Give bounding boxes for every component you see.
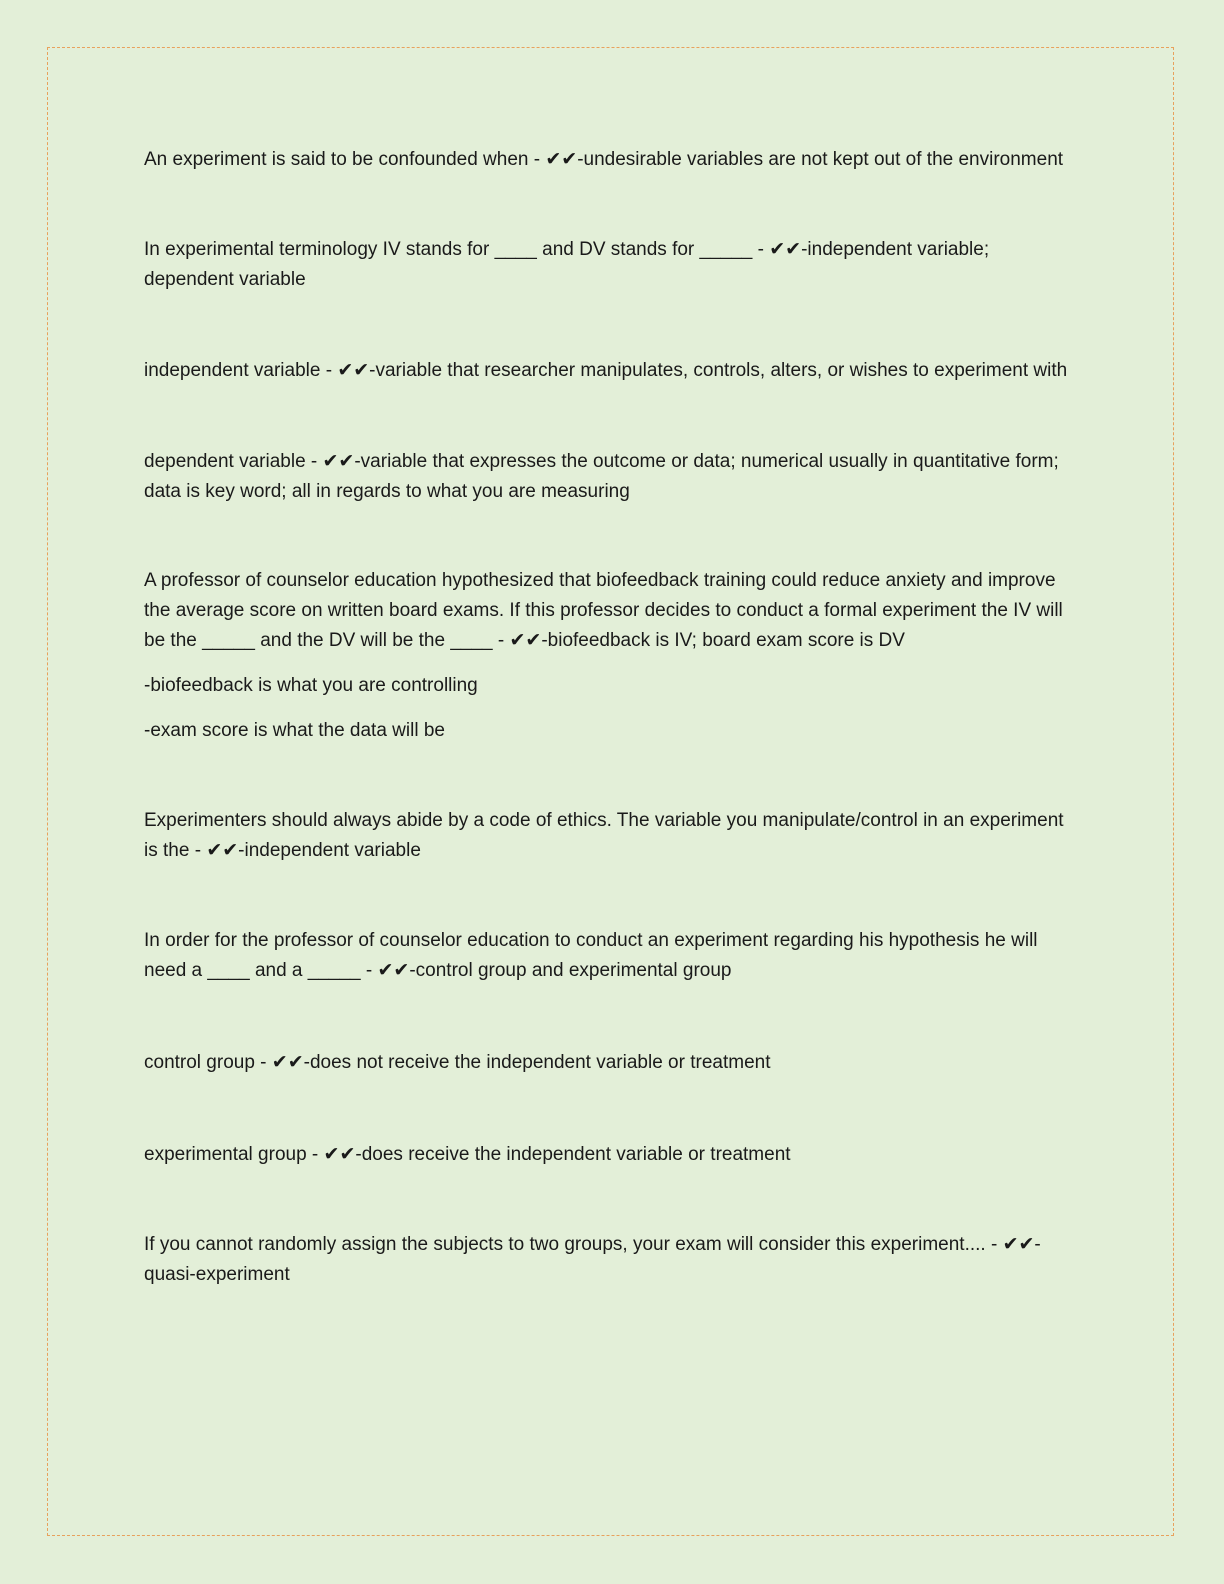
check-icon: ✔✔ — [769, 239, 802, 260]
flashcard-entry — [144, 235, 1079, 295]
flashcard-entry — [144, 356, 1079, 386]
answer-text: -control group and experimental group — [409, 960, 732, 981]
answer-text: -independent variable — [238, 840, 421, 861]
answer-text: -variable that expresses the outcome or data; numerical usually in quantitative form; data is key word; all in regards to what you are measuring — [144, 451, 1059, 502]
question-text: independent variable - — [144, 360, 338, 381]
check-icon: ✔✔ — [322, 451, 355, 472]
check-icon: ✔✔ — [377, 960, 410, 981]
flashcard-list — [144, 145, 1079, 1290]
flashcard-entry — [144, 806, 1079, 866]
question-text: In order for the professor of counselor education to conduct an experiment regarding his hypothesis he will need a ____ and a _____ - — [144, 930, 1038, 981]
check-icon: ✔✔ — [271, 1052, 304, 1073]
question-text: If you cannot randomly assign the subjects to two groups, your exam will consider this experiment.... - — [144, 1234, 1003, 1255]
answer-text: -quasi-experiment — [144, 1234, 1041, 1285]
answer-text: -does not receive the independent variable or treatment — [303, 1052, 771, 1073]
check-icon: ✔✔ — [545, 149, 578, 170]
flashcard-entry — [144, 145, 1079, 175]
check-icon: ✔✔ — [337, 360, 370, 381]
check-icon: ✔✔ — [1002, 1234, 1035, 1255]
flashcard-entry — [144, 926, 1079, 986]
question-text: control group - — [144, 1052, 272, 1073]
check-icon: ✔✔ — [206, 840, 239, 861]
flashcard-entry — [144, 1048, 1079, 1078]
check-icon: ✔✔ — [509, 630, 542, 651]
flashcard-entry — [144, 447, 1079, 507]
flashcard-entry — [144, 1140, 1079, 1170]
answer-text: -does receive the independent variable or treatment — [355, 1144, 791, 1165]
question-text: In experimental terminology IV stands for ____ and DV stands for _____ - — [144, 239, 770, 260]
question-text: dependent variable - — [144, 451, 323, 472]
check-icon: ✔✔ — [323, 1144, 356, 1165]
note-line: -exam score is what the data will be — [144, 720, 445, 741]
note-line: -biofeedback is what you are controlling — [144, 675, 478, 696]
answer-text: -independent variable; dependent variable — [144, 239, 990, 290]
answer-text: -variable that researcher manipulates, controls, alters, or wishes to experiment with — [369, 360, 1068, 381]
flashcard-entry — [144, 566, 1079, 656]
answer-text: -undesirable variables are not kept out of the environment — [577, 149, 1064, 170]
question-text: A professor of counselor education hypothesized that biofeedback training could reduce anxiety and improve the average score on written board exams. If this professor decides to conduct a formal experiment the IV will be the _____ and the DV will be the ____ - — [144, 570, 1063, 651]
flashcard-entry — [144, 1230, 1079, 1290]
question-text: Experimenters should always abide by a code of ethics. The variable you manipulate/control in an experiment is the - — [144, 810, 1064, 861]
answer-text: -biofeedback is IV; board exam score is DV — [541, 630, 905, 651]
question-text: An experiment is said to be confounded when - — [144, 149, 546, 170]
question-text: experimental group - — [144, 1144, 324, 1165]
